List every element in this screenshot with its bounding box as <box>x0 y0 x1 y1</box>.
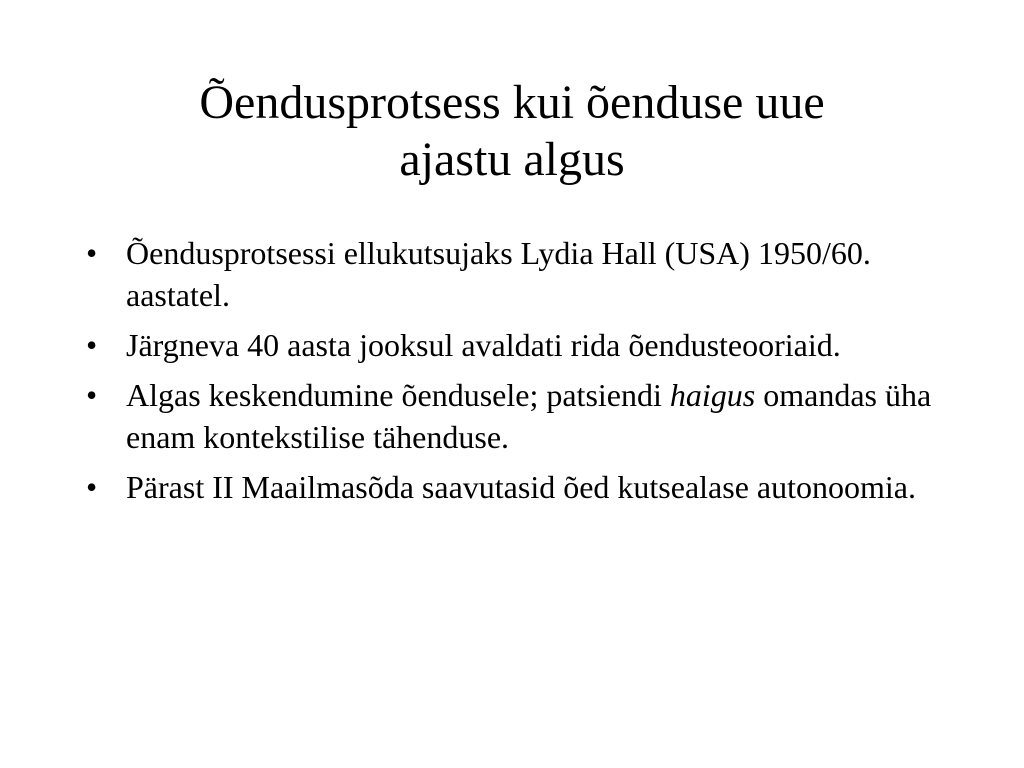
bullet-text: Järgneva 40 aasta jooksul avaldati rida õendusteooriaid. <box>126 327 841 363</box>
bullet-item-1 <box>86 232 946 316</box>
bullet-point-icon: • <box>86 235 98 271</box>
bullet-text-before: Algas keskendumine õendusele; patsiendi <box>126 377 670 413</box>
bullet-point-icon: • <box>86 377 98 413</box>
slide-title-line-1: Õendusprotsess kui õenduse uue <box>199 76 825 129</box>
bullet-item-3 <box>86 374 946 458</box>
bullet-text-after: omandas üha enam kontekstilise tähenduse. <box>126 377 932 455</box>
bullet-item-4 <box>86 466 946 508</box>
slide-title <box>60 74 964 188</box>
bullet-item-2 <box>86 324 946 366</box>
bullet-text: Pärast II Maailmasõda saavutasid õed kutsealase autonoomia. <box>126 469 916 505</box>
slide-title-line-2: ajastu algus <box>399 133 625 186</box>
bullet-text-emphasis: haigus <box>669 377 756 413</box>
bullet-point-icon: • <box>86 469 98 505</box>
bullet-point-icon: • <box>86 327 98 363</box>
bullet-text: Õendusprotsessi ellukutsujaks Lydia Hall (USA) 1950/60. aastatel. <box>126 235 871 313</box>
bullet-list <box>86 232 946 516</box>
